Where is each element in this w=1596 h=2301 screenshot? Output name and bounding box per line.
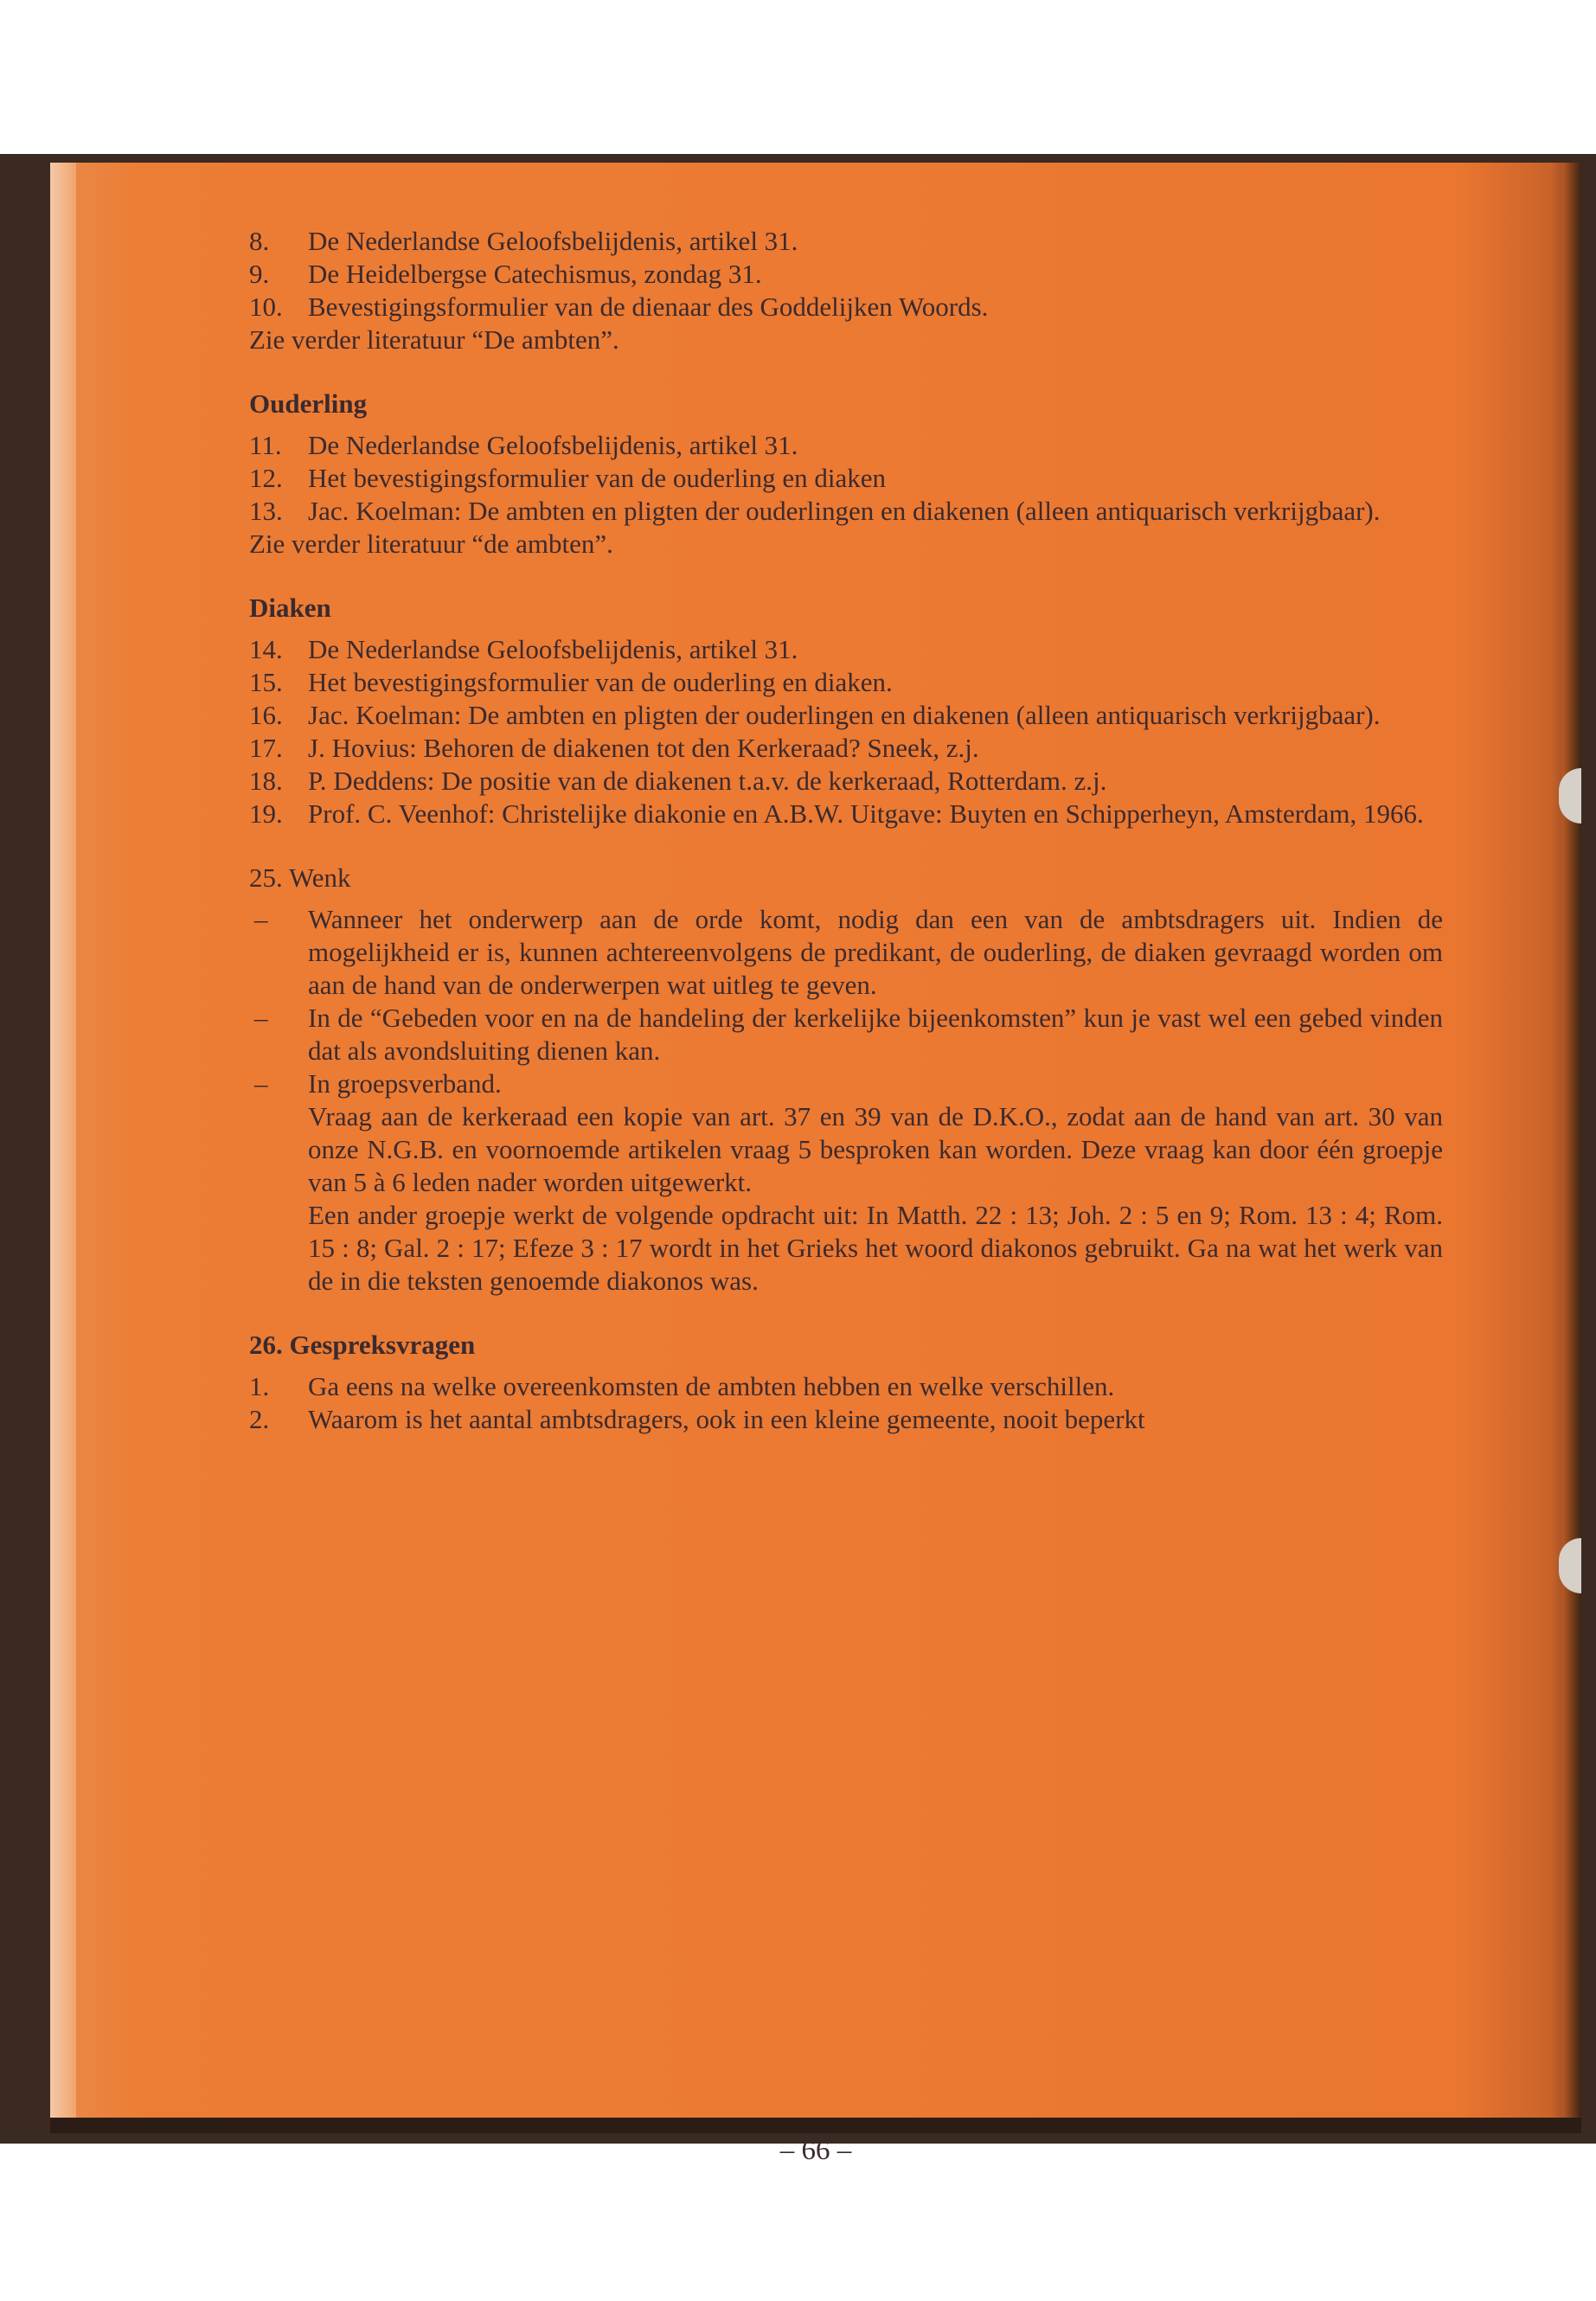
see-also-note: Zie verder literatuur “de ambten”.	[249, 529, 613, 559]
item-text: Ga eens na welke overeenkomsten de ambten hebben en welke verschillen.	[308, 1371, 1115, 1401]
item-text: Wanneer het onderwerp aan de orde komt, nodig dan een van de ambtsdragers uit. Indien de mogelijkheid er is, kunnen achtereenvolgens de predikant, de ouderling, de diaken gevraagd worden om aan de hand van de onderwerpen wat uitleg te geven.	[308, 904, 1443, 1000]
item-text: Bevestigingsformulier van de dienaar des Goddelijken Woords.	[308, 292, 989, 322]
list-item	[249, 765, 1443, 798]
page-spine-edge	[50, 163, 76, 2133]
question-list	[249, 1370, 1443, 1436]
list-item	[249, 903, 1443, 1002]
tip-list	[249, 903, 1443, 1298]
list-item	[249, 291, 1443, 324]
reference-list-general	[249, 225, 1443, 356]
list-item	[249, 1067, 1443, 1298]
list-item	[249, 666, 1443, 699]
reference-list-diaken	[249, 633, 1443, 830]
item-number: 16.	[249, 700, 283, 730]
section-heading-gespreksvragen: 26. Gespreksvragen	[249, 1330, 476, 1360]
list-item	[249, 699, 1443, 732]
section-heading-diaken: Diaken	[249, 593, 331, 623]
item-number: 12.	[249, 463, 283, 493]
list-item	[249, 225, 1443, 258]
item-text: P. Deddens: De positie van de diakenen t.a.v. de kerkeraad, Rotterdam. z.j.	[308, 766, 1107, 796]
section-heading-wenk: 25. Wenk	[249, 862, 351, 893]
list-item	[249, 462, 1443, 495]
list-item	[249, 732, 1443, 765]
item-number: 15.	[249, 667, 283, 697]
item-body	[308, 1067, 1443, 1298]
item-text: De Heidelbergse Catechismus, zondag 31.	[308, 259, 762, 289]
item-number: 11.	[249, 430, 282, 460]
item-number: 14.	[249, 634, 283, 664]
see-also-note: Zie verder literatuur “De ambten”.	[249, 324, 619, 355]
item-text: Een ander groepje werkt de volgende opdracht uit: In Matth. 22 : 13; Joh. 2 : 5 en 9; Rom. 13 : 4; Rom. 15 : 8; Gal. 2 : 17; Efeze 3 : 17 wordt in het Grieks het woord diakonos gebruikt. Ga na wat het werk van de in die teksten genoemde diakonos was.	[308, 1200, 1443, 1296]
item-number: 9.	[249, 259, 270, 289]
list-item	[249, 258, 1443, 291]
item-text: De Nederlandse Geloofsbelijdenis, artikel 31.	[308, 226, 798, 256]
item-text: Het bevestigingsformulier van de ouderling en diaken	[308, 463, 887, 493]
item-text: Jac. Koelman: De ambten en pligten der ouderlingen en diakenen (alleen antiquarisch verkrijgbaar).	[308, 700, 1381, 730]
item-text: Jac. Koelman: De ambten en pligten der ouderlingen en diakenen (alleen antiquarisch verkrijgbaar).	[308, 496, 1381, 526]
section-heading-ouderling: Ouderling	[249, 388, 368, 419]
item-text: Prof. C. Veenhof: Christelijke diakonie en A.B.W. Uitgave: Buyten en Schipperheyn, Amsterdam, 1966.	[308, 798, 1424, 829]
list-item	[249, 1370, 1443, 1403]
item-number: 19.	[249, 798, 283, 829]
item-text: In de “Gebeden voor en na de handeling der kerkelijke bijeenkomsten” kun je vast wel een gebed vinden dat als avondsluiting dienen kan.	[308, 1003, 1443, 1066]
page-content	[249, 225, 1443, 1436]
item-number: 10.	[249, 292, 283, 322]
item-text: Vraag aan de kerkeraad een kopie van art. 37 en 39 van de D.K.O., zodat aan de hand van art. 30 van onze N.G.B. en voornoemde artikelen vraag 5 besproken kan worden. Deze vraag kan door één groepje van 5 à 6 leden nader worden uitgewerkt.	[308, 1101, 1443, 1197]
list-item	[249, 1403, 1443, 1436]
item-number: 17.	[249, 733, 283, 763]
page-right-edge	[1562, 163, 1581, 2133]
page-number: – 66 –	[779, 2135, 852, 2166]
item-text: Het bevestigingsformulier van de ouderling en diaken.	[308, 667, 893, 697]
item-text: De Nederlandse Geloofsbelijdenis, artikel 31.	[308, 634, 798, 664]
item-number: 2.	[249, 1404, 270, 1434]
list-item	[249, 1002, 1443, 1067]
item-number: 13.	[249, 496, 283, 526]
dash-bullet: –	[254, 1068, 268, 1099]
item-text: De Nederlandse Geloofsbelijdenis, artikel 31.	[308, 430, 798, 460]
list-item	[249, 429, 1443, 462]
dash-bullet: –	[254, 1003, 268, 1033]
dash-bullet: –	[254, 904, 268, 934]
reference-list-ouderling	[249, 429, 1443, 561]
item-text: Waarom is het aantal ambtsdragers, ook in een kleine gemeente, nooit beperkt	[308, 1404, 1145, 1434]
item-text: J. Hovius: Behoren de diakenen tot den Kerkeraad? Sneek, z.j.	[308, 733, 979, 763]
list-item	[249, 633, 1443, 666]
item-number: 1.	[249, 1371, 270, 1401]
list-item	[249, 495, 1443, 528]
list-item	[249, 798, 1443, 830]
item-number: 18.	[249, 766, 283, 796]
scan-bottom-band	[50, 2118, 1581, 2133]
item-text: In groepsverband.	[308, 1068, 502, 1099]
item-number: 8.	[249, 226, 270, 256]
